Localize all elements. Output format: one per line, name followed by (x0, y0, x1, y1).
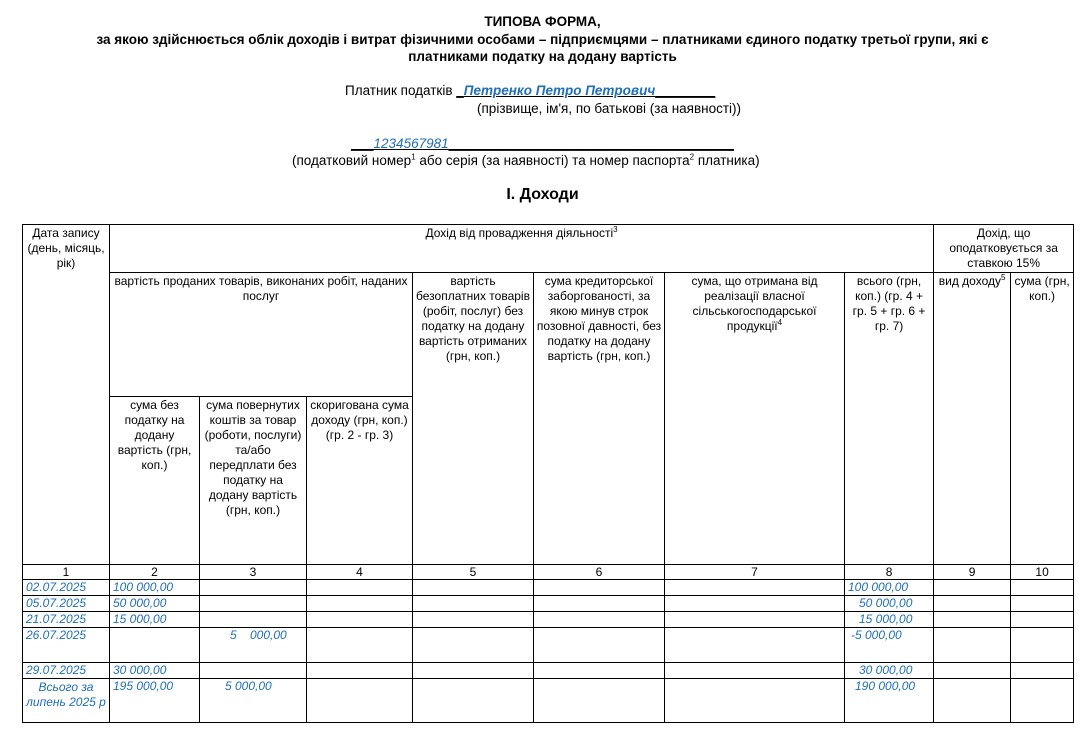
row-cell (665, 612, 845, 628)
payer-name-note: (прізвище, ім'я, по батькові (за наявності)) (477, 101, 742, 116)
row-cell (534, 580, 665, 596)
table-row (23, 628, 1074, 663)
header-sales-group: вартість проданих товарів, виконаних робіт, наданих послуг (110, 273, 413, 397)
row-total: 15 000,00 (845, 612, 934, 628)
row-date: 05.07.2025 (23, 596, 110, 612)
row-total: 100 000,00 (845, 580, 934, 596)
row-cell (413, 628, 534, 663)
header-amount: сума (грн, коп.) (1011, 273, 1074, 565)
row-cell (307, 580, 413, 596)
row-cell (934, 580, 1011, 596)
col-num: 5 (413, 565, 534, 580)
row-cell (534, 628, 665, 663)
row-sum-no-vat: 30 000,00 (110, 663, 200, 679)
header-agri: сума, що отримана від реалізації власної сільськогосподарської продукції$^4$ (665, 273, 845, 565)
header-date: Дата запису (день, місяць, рік) (23, 225, 110, 565)
row-date: 02.07.2025 (23, 580, 110, 596)
header-sum-no-vat: сума без податку на додану вартість (грн, коп.) (110, 397, 200, 565)
payer-label: Платник податків (345, 83, 453, 98)
table-row (23, 612, 1074, 628)
col-num: 8 (845, 565, 934, 580)
row-cell (934, 612, 1011, 628)
total-row (23, 679, 1074, 723)
section-title: І. Доходи (506, 186, 579, 203)
row-cell (665, 628, 845, 663)
col-num: 3 (200, 565, 307, 580)
row-cell (665, 679, 845, 723)
header-returned: сума повернутих коштів за товар (роботи, послуги) та/або передплати без податку на додану вартість (грн, коп.) (200, 397, 307, 565)
col-num: 6 (534, 565, 665, 580)
row-total: -5 000,00 (845, 628, 934, 663)
row-returned (200, 612, 307, 628)
row-sum-no-vat: 15 000,00 (110, 612, 200, 628)
form-subtitle: за якою здійснюється облік доходів і витрат фізичними особами – підприємцями – платниками єдиного податку третьої групи, які є (96, 32, 989, 47)
header-adjusted: скоригована сума доходу (грн, коп.) (гр. 2 - гр. 3) (307, 397, 413, 565)
row-returned (200, 663, 307, 679)
row-cell (934, 679, 1011, 723)
row-cell (307, 679, 413, 723)
row-cell (413, 612, 534, 628)
row-returned (200, 596, 307, 612)
header-total: всього (грн, коп.) (гр. 4 + гр. 5 + гр. 6 + гр. 7) (845, 273, 934, 565)
tax-number-note: (податковий номер$^1$ або серія (за наявності) та номер паспорта$^2$ платника) (292, 152, 760, 168)
col-num: 1 (23, 565, 110, 580)
header-creditor-debt: сума кредиторської заборгованості, за якою минув строк позовної давності, без податку на додану вартість (грн, коп.) (534, 273, 665, 565)
row-cell (1011, 612, 1074, 628)
row-cell (665, 580, 845, 596)
row-returned: 5 000,00 (200, 628, 307, 663)
row-date: 21.07.2025 (23, 612, 110, 628)
row-date: 29.07.2025 (23, 663, 110, 679)
row-cell (665, 596, 845, 612)
tax-number-line: ___1234567981______________________________________ (351, 136, 734, 151)
row-cell (534, 679, 665, 723)
form-title: ТИПОВА ФОРМА, (484, 14, 601, 29)
col-num: 10 (1011, 565, 1074, 580)
table-row (23, 663, 1074, 679)
row-cell (934, 628, 1011, 663)
header-free-goods: вартість безоплатних товарів (робіт, послуг) без податку на додану вартість отриманих (грн, коп.) (413, 273, 534, 565)
row-cell (307, 596, 413, 612)
row-cell (934, 663, 1011, 679)
tax-number: 1234567981 (373, 136, 449, 151)
form-subtitle-cont: платниками податку на додану вартість (408, 49, 677, 64)
col-num: 4 (307, 565, 413, 580)
row-date: 26.07.2025 (23, 628, 110, 663)
row-sum-no-vat: 100 000,00 (110, 580, 200, 596)
table-row (23, 580, 1074, 596)
total-label: Всього за липень 2025 р (23, 679, 110, 723)
row-cell (534, 663, 665, 679)
row-cell (413, 580, 534, 596)
header-kind: вид доходу$^5$ (934, 273, 1011, 565)
row-cell (665, 663, 845, 679)
row-cell (307, 612, 413, 628)
row-cell (307, 663, 413, 679)
table-row (23, 596, 1074, 612)
col-num: 2 (110, 565, 200, 580)
row-cell (413, 679, 534, 723)
row-cell (1011, 596, 1074, 612)
header-tax15-group: Дохід, що оподатковується за ставкою 15% (934, 225, 1074, 273)
total-total: 190 000,00 (845, 679, 934, 723)
col-num: 9 (934, 565, 1011, 580)
header-income-group: Дохід від провадження діяльності$^3$ (110, 225, 934, 273)
column-numbers-row (23, 565, 1074, 580)
row-sum-no-vat: 50 000,00 (110, 596, 200, 612)
row-cell (534, 612, 665, 628)
row-cell (934, 596, 1011, 612)
row-returned (200, 580, 307, 596)
income-table (22, 224, 1074, 723)
total-returned: 5 000,00 (200, 679, 307, 723)
row-total: 50 000,00 (845, 596, 934, 612)
row-cell (534, 596, 665, 612)
row-cell (307, 628, 413, 663)
row-cell (1011, 628, 1074, 663)
row-total: 30 000,00 (845, 663, 934, 679)
row-cell (1011, 679, 1074, 723)
row-cell (1011, 663, 1074, 679)
payer-name: Петренко Петро Петрович (463, 83, 656, 98)
row-cell (1011, 580, 1074, 596)
total-sum-no-vat: 195 000,00 (110, 679, 200, 723)
row-sum-no-vat (110, 628, 200, 663)
row-cell (413, 663, 534, 679)
col-num: 7 (665, 565, 845, 580)
row-cell (413, 596, 534, 612)
payer-line: Платник податків _Петренко Петро Петрович________ (345, 83, 716, 98)
